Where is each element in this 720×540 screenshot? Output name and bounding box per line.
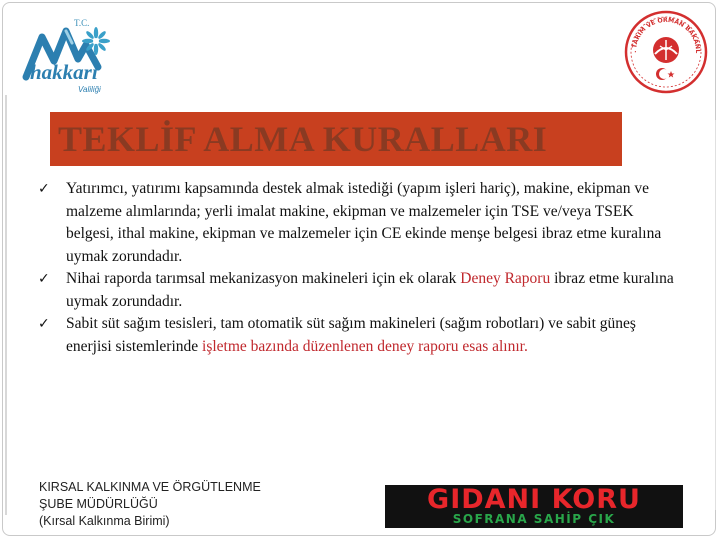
rules-list: [38, 178, 678, 358]
footer-line-1: KIRSAL KALKINMA VE ÖRGÜTLENME: [39, 480, 261, 494]
campaign-banner: [385, 485, 683, 528]
logo-wordmark: hakkari: [30, 60, 98, 84]
seal-ring-text: . TARIM VE ORMAN BAKANL: [630, 16, 702, 54]
title-banner: [50, 112, 622, 166]
footer-unit-name: [39, 479, 319, 530]
checkmark-icon: ✓: [38, 271, 50, 287]
page-title: TEKLİF ALMA KURALLARI: [58, 119, 548, 159]
left-divider: [5, 95, 7, 515]
right-divider: [715, 120, 716, 510]
banner-title: GIDANI KORU: [427, 484, 641, 515]
rule-text: Nihai raporda tarımsal mekanizasyon makineleri için ek olarak: [66, 270, 461, 287]
list-item: [38, 178, 678, 268]
list-item: [38, 268, 678, 313]
hakkari-valiligi-logo-icon: [20, 15, 130, 95]
logo-subtext: Valiliği: [78, 85, 101, 94]
footer-line-2: ŞUBE MÜDÜRLÜĞÜ: [39, 497, 158, 511]
rule-text: Sabit süt sağım tesisleri, tam otomatik süt sağım makineleri (sağım robotları) ve sabit güneş enerjisi sistemlerinde: [66, 315, 636, 355]
rule-highlight: işletme bazında düzenlenen deney raporu esas alınır.: [202, 337, 528, 355]
banner-subtitle: SOFRANA SAHİP ÇIK: [452, 512, 616, 526]
rule-text-end: ibraz etme kuralına uymak zorundadır.: [66, 270, 674, 310]
checkmark-icon: ✓: [38, 181, 50, 197]
list-item: [38, 313, 678, 358]
rule-highlight: Deney Raporu: [460, 270, 551, 287]
rule-text: Yatırımcı, yatırımı kapsamında destek almak istediği (yapım işleri hariç), makine, ekipman ve malzeme alımlarında; yerli imalat makine, ekipman ve malzemeler için TSE ve/veya TSEK belgesi, ithal makine, ekipman ve malzemeler için CE ekinde menşe belgesi ibraz etme kuralına uymak zorundadır.: [66, 180, 662, 265]
logo-tc-text: T.C.: [74, 18, 90, 28]
ministry-seal-icon: [622, 8, 710, 96]
footer-line-3: (Kırsal Kalkınma Birimi): [39, 514, 170, 528]
checkmark-icon: ✓: [38, 316, 50, 332]
